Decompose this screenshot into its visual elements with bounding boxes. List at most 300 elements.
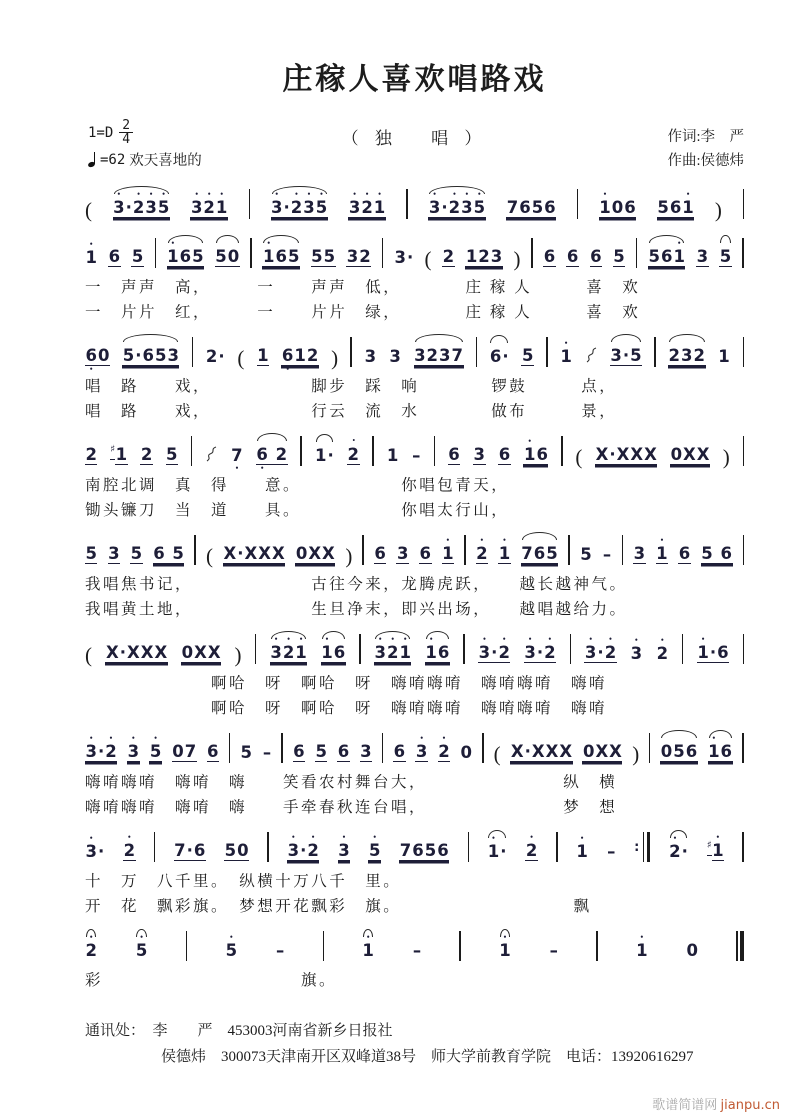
note-cell (223, 536, 237, 571)
bar-line (742, 238, 743, 268)
music-system (85, 927, 744, 992)
bar-line (743, 634, 744, 664)
slur-arc (720, 235, 730, 243)
note-group (393, 734, 405, 769)
note-cell (131, 239, 143, 274)
note-cells (207, 734, 219, 769)
note-digit: 2 (361, 198, 373, 217)
note-digit: 6 (85, 346, 97, 365)
note-digit: 1 (295, 643, 307, 662)
bar-line (577, 189, 578, 219)
octave-dot-slot: • (433, 189, 437, 199)
note-group (262, 735, 271, 769)
note-cell (399, 833, 411, 868)
note-digit: X (223, 544, 237, 563)
octave-dot-slot: • (89, 364, 93, 374)
octave-dot-slot: • (491, 833, 496, 843)
note-cell (644, 437, 658, 472)
note-digit: 2 (656, 644, 669, 663)
octave-dot-slot: • (311, 832, 315, 842)
note-digit: 5 (719, 247, 732, 266)
note-cell (287, 239, 299, 274)
note-cell (478, 239, 490, 274)
note-cell (142, 338, 154, 373)
note-group (686, 933, 698, 967)
octave-dot-slot: • (377, 189, 382, 199)
note-cell (425, 635, 437, 670)
note-cell (262, 239, 274, 274)
note-group (167, 239, 204, 274)
note-cell (327, 438, 334, 472)
note-digit: 5 (701, 544, 713, 563)
credits-block (667, 125, 744, 173)
note-group (499, 933, 511, 967)
note-cell (194, 635, 208, 670)
note-cells (697, 635, 729, 670)
note-group (190, 190, 227, 225)
bar-line (649, 733, 650, 763)
note-group (140, 437, 152, 472)
note-cell (293, 734, 305, 769)
note-cell (348, 190, 360, 225)
note-cell (237, 833, 249, 868)
note-digit: 6 (437, 841, 449, 860)
note-cell (105, 635, 119, 670)
note-cell (412, 833, 424, 868)
note-digit: 7 (231, 446, 243, 465)
note-cell (270, 635, 282, 670)
note-digit: 6 (624, 198, 636, 217)
octave-dot-slot: • (229, 932, 233, 942)
note-digit: 2 (132, 198, 145, 217)
note-digit: 1 (167, 247, 179, 266)
tempo-value: =62 (100, 151, 126, 168)
note-digit: · (500, 842, 507, 861)
slur-arc (611, 334, 641, 342)
octave-dot-slot: • (634, 635, 638, 645)
note-digit: · (406, 248, 414, 267)
note-group (697, 635, 729, 670)
note-digit: 1 (115, 445, 128, 464)
note-cell (678, 536, 690, 571)
note-digit: 6 (566, 247, 579, 266)
note-cell (359, 239, 371, 274)
note-digit: X (545, 742, 559, 761)
note-cells (670, 437, 710, 472)
note-cell (498, 536, 510, 571)
note-cell (203, 190, 215, 225)
note-cell (172, 734, 184, 769)
note-cell (584, 635, 596, 670)
note-cell (192, 239, 204, 274)
note-digit: – (262, 743, 272, 762)
note-digit: 6 (179, 247, 192, 266)
note-cell (657, 190, 669, 225)
mood-text: 欢天喜地的 (129, 153, 202, 169)
slur-arc (670, 830, 688, 838)
notes-line (85, 432, 744, 472)
bar-line (743, 436, 744, 466)
note-digit: 0 (172, 742, 184, 761)
note-digit: 5 (135, 941, 148, 960)
note-cell (281, 338, 293, 373)
note-cell (428, 190, 440, 225)
octave-dot-slot: • (502, 535, 506, 545)
note-group (630, 636, 642, 670)
note-cells (560, 339, 572, 373)
note-cell (373, 190, 385, 225)
note-digit: 1 (523, 445, 536, 464)
note-cells (149, 734, 161, 769)
note-group (240, 735, 252, 769)
note-group (315, 734, 327, 769)
song-subtitle: （ 独 唱 ） (341, 129, 488, 148)
music-system (85, 630, 744, 720)
note-cell (685, 734, 697, 769)
note-digit: 1 (499, 941, 511, 960)
note-cells (448, 437, 460, 472)
note-cell (500, 834, 507, 868)
note-cell (184, 734, 196, 769)
song-title: 庄稼人喜欢唱路戏 (282, 63, 547, 96)
note-cell (696, 239, 708, 274)
note-digit: X (258, 544, 272, 563)
note-cell (681, 834, 688, 868)
bar-line-thick (740, 931, 744, 961)
octave-dot-slot: • (365, 189, 369, 199)
note-group (524, 635, 556, 670)
note-group (525, 833, 537, 868)
note-group (131, 239, 143, 274)
note-digit: 5 (315, 198, 328, 217)
note-digit: 2 (544, 643, 556, 662)
note-cell (669, 190, 681, 225)
note-digit: 6 (543, 247, 556, 266)
note-group (478, 635, 510, 670)
note-group (108, 239, 120, 274)
lyrics-line: 一 片片 红， 一 片片 绿， 庄 稼 人 喜 欢 (85, 304, 641, 321)
note-digit: 3 (396, 544, 409, 563)
note-cell (524, 635, 536, 670)
note-digit: 5 (225, 941, 238, 960)
note-cells (590, 239, 602, 274)
note-cell (693, 338, 705, 373)
note-cell (648, 239, 660, 274)
octave-dot-slot: • (127, 832, 131, 842)
note-cell (668, 338, 680, 373)
note-cell (154, 635, 168, 670)
note-cell (415, 734, 427, 769)
note-group (412, 933, 421, 967)
note-cells (465, 239, 502, 274)
note-cell (97, 834, 104, 868)
note-digit: 7 (174, 841, 186, 860)
note-cell (303, 190, 315, 225)
octave-dot-slot: • (294, 189, 299, 199)
note-cell (669, 834, 681, 868)
note-cells (347, 437, 359, 472)
note-digit: X (616, 445, 630, 464)
note-cell (604, 635, 616, 670)
note-digit: · (135, 346, 142, 365)
note-group (172, 734, 197, 769)
parenthesis: ) (722, 445, 730, 469)
note-cell (576, 834, 588, 868)
music-system (85, 185, 744, 225)
lyrics-line: 唱 路 戏， 行云 流 水 做布 景， (85, 403, 618, 420)
note-digit: 3 (85, 842, 97, 861)
note-cells (521, 338, 533, 373)
note-digit: · (97, 842, 105, 861)
note-digit: 6 (374, 544, 386, 563)
note-group (386, 438, 398, 472)
note-cells (506, 190, 556, 225)
note-cell (374, 635, 386, 670)
note-digit: X (154, 643, 168, 662)
note-cells (719, 239, 731, 274)
octave-dot-slot: • (712, 733, 716, 743)
note-cells (85, 536, 97, 571)
note-cells (174, 833, 206, 868)
note-digit: 2 (140, 445, 153, 464)
octave-dot-slot: • (342, 832, 346, 842)
note-cell (125, 190, 132, 225)
note-group (85, 240, 97, 274)
note-digit: 5 (166, 445, 178, 464)
note-cells (656, 536, 668, 571)
note-cell (97, 734, 104, 769)
octave-dot-slot: • (131, 733, 135, 743)
note-cell (140, 635, 154, 670)
note-group (85, 536, 97, 571)
bar-line (323, 931, 324, 961)
slur-arc (488, 830, 506, 838)
note-cell (224, 833, 236, 868)
note-cells (257, 338, 269, 373)
octave-dot-slot: • (589, 634, 593, 644)
slur-arc (123, 334, 178, 342)
note-digit: 7 (451, 346, 463, 365)
parenthesis: ) (714, 198, 722, 222)
note-group (523, 437, 548, 472)
note-digit: 6 (393, 742, 406, 761)
note-digit: 6 (678, 544, 691, 563)
note-cells (256, 437, 288, 472)
octave-dot-slot: • (366, 932, 370, 942)
slur-arc (322, 631, 345, 639)
note-group (338, 833, 350, 868)
notes-line (85, 234, 744, 274)
octave-dot-slot: • (274, 634, 278, 644)
note-cells (543, 239, 555, 274)
note-digit: 2 (693, 346, 705, 365)
note-cell (275, 933, 284, 967)
note-cells (633, 536, 645, 571)
note-cells (595, 437, 657, 472)
slur-arc (415, 334, 463, 342)
note-digit: 6 (544, 198, 556, 217)
parenthesis: ) (345, 544, 353, 568)
note-cell (442, 239, 454, 274)
note-cell (186, 833, 193, 868)
note-group (489, 339, 509, 373)
slur-arc (216, 235, 239, 243)
note-cell (399, 635, 411, 670)
note-cells (131, 239, 143, 274)
bar-line (267, 832, 268, 862)
note-digit: 7 (399, 841, 412, 860)
notes-line (85, 828, 744, 868)
note-cell (499, 933, 511, 967)
note-cells (582, 734, 622, 769)
music-system (85, 729, 744, 819)
note-digit: 1 (215, 198, 228, 217)
octave-dot-slot: • (442, 733, 446, 743)
note-group (153, 536, 185, 571)
note-cell (240, 735, 252, 769)
note-cell (613, 239, 625, 274)
lyrics-line: 我唱焦书记， 古往今来，龙腾虎跃， 越长越神气。 (85, 576, 628, 593)
note-cell (127, 734, 139, 769)
note-cell (333, 635, 345, 670)
parenthesis: ) (632, 742, 640, 766)
octave-dot-slot: • (195, 189, 199, 199)
key-signature (88, 119, 202, 146)
note-digit: 2 (123, 841, 136, 860)
note-cell (193, 833, 205, 868)
note-cell (609, 437, 616, 472)
note-cells (364, 339, 376, 373)
note-cell (108, 239, 120, 274)
note-digit: 2 (476, 544, 488, 563)
note-cell (85, 536, 97, 571)
note-digit: 3 (346, 247, 359, 266)
note-digit: 1 (399, 643, 411, 662)
note-cells (315, 438, 335, 472)
lyrics-line: 彩 旗。 (85, 972, 338, 989)
note-digit: 5 (580, 545, 592, 564)
note-digit: 6 (281, 346, 294, 365)
lyrics-line: 锄头镰刀 当 道 具。 你唱太行山， (85, 502, 510, 519)
octave-dot-slot: • (640, 932, 644, 942)
composer-credit: 作曲:侯德炜 (667, 153, 744, 169)
note-digit: 1 (718, 347, 730, 366)
contact-line-1: 通讯处： 李 严 453003河南省新乡日报社 (85, 1023, 393, 1039)
note-digit: 3 (473, 445, 485, 464)
note-cells (85, 437, 97, 472)
note-cell (473, 190, 485, 225)
note-cell (271, 190, 283, 225)
note-cells (686, 933, 698, 967)
note-digit: 3 (364, 347, 377, 366)
note-cell (311, 239, 323, 274)
note-digit: 1 (697, 643, 709, 662)
slur-arc (375, 631, 410, 639)
note-cells (172, 734, 197, 769)
note-digit: 2 (347, 445, 360, 464)
note-digit: 3 (303, 198, 315, 217)
parenthesis: ( (85, 198, 92, 222)
note-cells (110, 437, 127, 472)
octave-dot-slot: • (429, 634, 433, 644)
note-digit: 5 (630, 346, 642, 365)
note-cell (126, 635, 140, 670)
note-cell (473, 437, 485, 472)
note-cell (149, 734, 161, 769)
note-digit: 5 (131, 247, 144, 266)
bar-line (531, 238, 532, 268)
note-cell (521, 536, 533, 571)
note-digit: 0 (227, 247, 240, 266)
time-denominator: 4 (122, 132, 131, 147)
bar-line (561, 436, 562, 466)
bar-line (682, 634, 683, 664)
note-cells (584, 635, 616, 670)
octave-dot-slot: • (89, 932, 93, 942)
notes-line (85, 729, 744, 769)
bar-line (459, 931, 460, 961)
note-cell (113, 190, 125, 225)
note-group (708, 734, 733, 769)
note-cell (656, 536, 668, 571)
note-cell (610, 338, 622, 373)
bar-line (249, 189, 250, 219)
note-cells (498, 536, 510, 571)
octave-dot-slot: • (149, 189, 153, 199)
note-digit: – (602, 545, 612, 564)
note-group (231, 438, 243, 472)
note-cells (223, 536, 285, 571)
note-digit: 5 (546, 544, 558, 563)
note-digit: X (140, 643, 154, 662)
note-digit: 6 (437, 643, 450, 662)
note-group (442, 239, 454, 274)
note-cells (108, 536, 120, 571)
octave-dot-slot: • (580, 833, 584, 843)
parenthesis: ) (513, 247, 521, 271)
note-digit: 1 (257, 346, 269, 365)
note-group (85, 338, 110, 373)
note-cell (465, 239, 477, 274)
lyrics-line: 嗨唷嗨唷 嗨唷 嗨 笑看农村舞台大， 纵 横 (85, 774, 618, 791)
note-digit: 2 (426, 346, 439, 365)
note-digit: 5 (657, 198, 669, 217)
note-cell (346, 239, 358, 274)
bar-line (192, 337, 193, 367)
note-cells (393, 734, 405, 769)
note-cell (708, 734, 720, 769)
note-cells (442, 239, 454, 274)
note-cell (630, 636, 642, 670)
note-digit: X (126, 643, 140, 662)
note-cell (257, 338, 269, 373)
note-group (262, 239, 299, 274)
note-cell (282, 635, 294, 670)
note-digit: 3 (439, 346, 451, 365)
note-digit: 5 (224, 841, 237, 860)
note-cell (523, 437, 535, 472)
note-cell (295, 635, 307, 670)
note-cell (438, 734, 450, 769)
note-digit: 3 (348, 198, 361, 217)
note-digit: 6 (207, 742, 219, 761)
slur-arc (426, 631, 449, 639)
note-cells (412, 438, 421, 472)
note-cell (181, 635, 193, 670)
bar-line (434, 436, 435, 466)
octave-dot-slot: • (373, 832, 377, 842)
note-cell (389, 339, 401, 373)
